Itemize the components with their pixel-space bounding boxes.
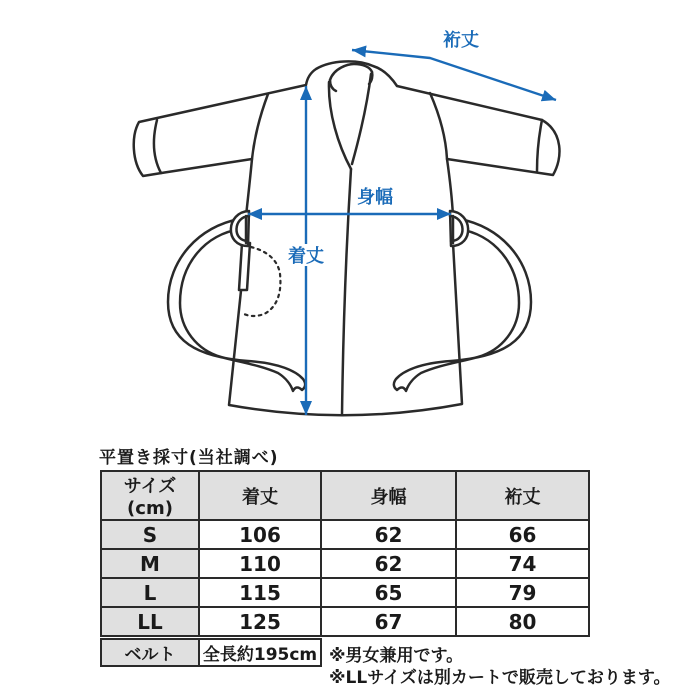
- value-cell: 79: [456, 578, 589, 607]
- table-row: [101, 520, 589, 549]
- belt-row: [101, 639, 321, 666]
- value-cell: 62: [321, 549, 456, 578]
- header-size: サイズ(cm): [101, 471, 199, 520]
- size-table-header-row: [101, 471, 589, 520]
- body-length-label: 着丈: [288, 246, 324, 267]
- sleeve-length-label: 裄丈: [443, 30, 479, 51]
- value-cell: 66: [456, 520, 589, 549]
- table-row: [101, 607, 589, 636]
- value-cell: 74: [456, 549, 589, 578]
- header-body-length: 着丈: [199, 471, 321, 520]
- belt-table: [100, 638, 322, 667]
- value-cell: 80: [456, 607, 589, 636]
- value-cell: 67: [321, 607, 456, 636]
- belt-value: 全長約195cm: [199, 639, 321, 666]
- belt-label: ベルト: [101, 639, 199, 666]
- header-body-width: 身幅: [321, 471, 456, 520]
- value-cell: 115: [199, 578, 321, 607]
- size-label: L: [101, 578, 199, 607]
- value-cell: 125: [199, 607, 321, 636]
- size-label: LL: [101, 607, 199, 636]
- size-label: M: [101, 549, 199, 578]
- body-width-label: 身幅: [357, 187, 393, 208]
- size-table: [100, 470, 590, 637]
- table-row: [101, 578, 589, 607]
- note-unisex: ※男女兼用です。: [329, 646, 464, 666]
- pocket-welt: [239, 243, 250, 290]
- value-cell: 65: [321, 578, 456, 607]
- value-cell: 110: [199, 549, 321, 578]
- notes: [329, 645, 670, 689]
- value-cell: 62: [321, 520, 456, 549]
- value-cell: 106: [199, 520, 321, 549]
- size-label: S: [101, 520, 199, 549]
- measurement-caption: 平置き採寸(当社調べ): [99, 448, 279, 468]
- note-ll-size: ※LLサイズは別カートで販売しております。: [329, 668, 671, 688]
- header-sleeve-length: 裄丈: [456, 471, 589, 520]
- table-row: [101, 549, 589, 578]
